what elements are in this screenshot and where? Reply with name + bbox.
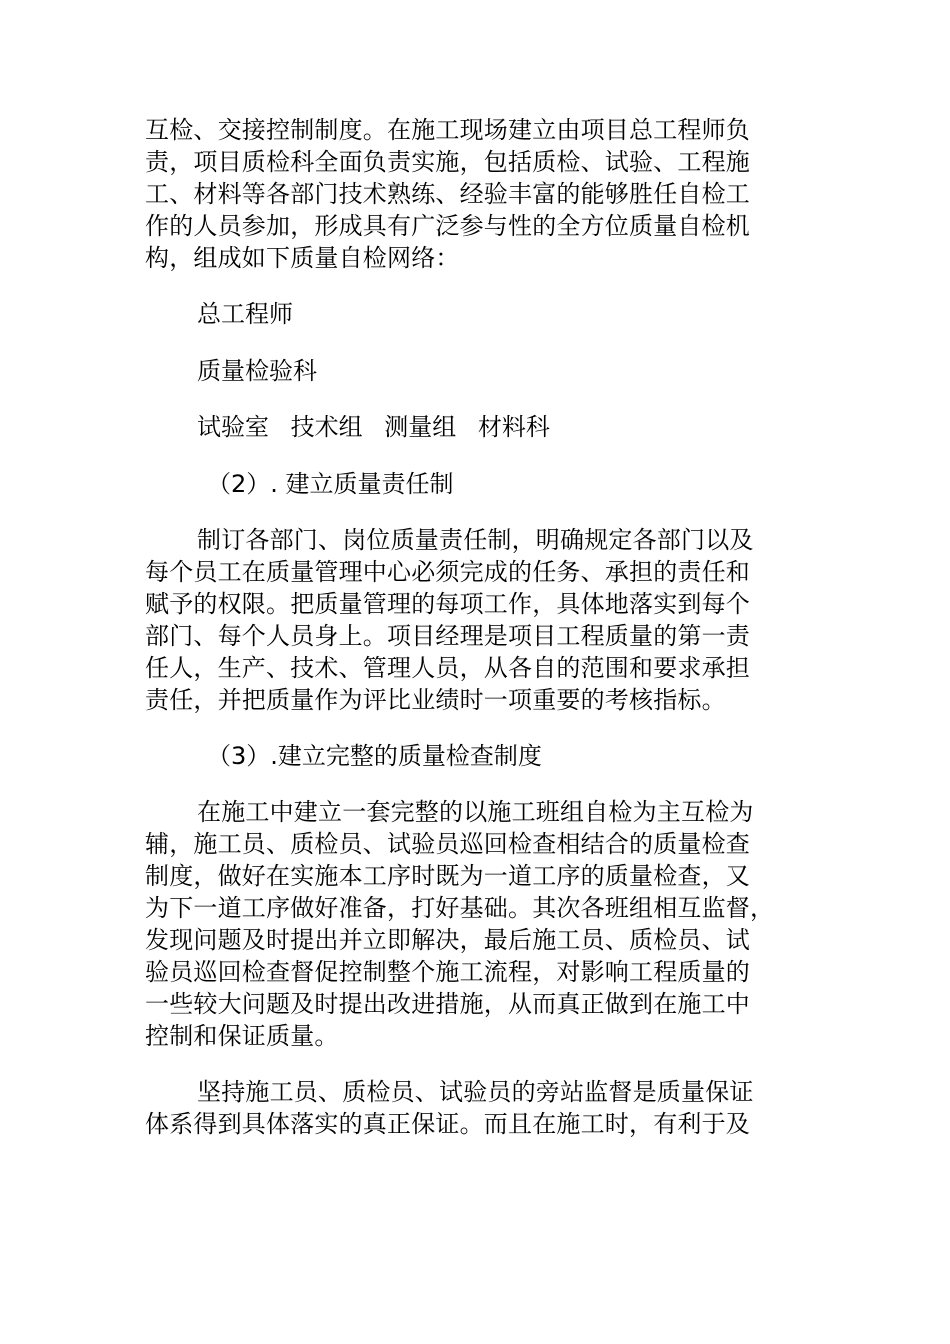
paragraph-line: 赋予的权限。把质量管理的每项工作，具体地落实到每个 [145,590,750,618]
org-unit-test-room: 试验室 [197,413,269,441]
paragraph-line: 为下一道工序做好准备，打好基础。其次各班组相互监督， [145,894,775,922]
paragraph-line: 制订各部门、岗位质量责任制，明确规定各部门以及 [197,526,754,554]
paragraph-4 [145,1076,795,1140]
org-level-3 [145,411,795,443]
paragraph-line: 辅，施工员、质检员、试验员巡回检查相结合的质量检查 [145,830,750,858]
paragraph-line: 责，项目质检科全面负责实施，包括质检、试验、工程施 [145,148,750,176]
paragraph-line: 部门、每个人员身上。项目经理是项目工程质量的第一责 [145,622,750,650]
section-heading-3: （3）.建立完整的质量检查制度 [207,742,542,770]
paragraph-3 [145,796,795,1052]
paragraph-line: 控制和保证质量。 [145,1022,339,1050]
paragraph-line: 责任，并把质量作为评比业绩时一项重要的考核指标。 [145,686,726,714]
org-unit-tech-group: 技术组 [290,413,363,441]
document-content [145,114,795,1140]
paragraph-line: 制度，做好在实施本工序时既为一道工序的质量检查，又 [145,862,750,890]
org-level-1: 总工程师 [197,300,293,328]
paragraph-line: 体系得到具体落实的真正保证。而且在施工时，有利于及 [145,1110,750,1138]
paragraph-line: 坚持施工员、质检员、试验员的旁站监督是质量保证 [197,1078,754,1106]
paragraph-line: 互检、交接控制制度。在施工现场建立由项目总工程师负 [145,116,750,144]
paragraph-line: 每个员工在质量管理中心必须完成的任务、承担的责任和 [145,558,750,586]
paragraph-line: 一些较大问题及时提出改进措施，从而真正做到在施工中 [145,990,750,1018]
paragraph-2 [145,524,795,716]
org-unit-material-dept: 材料科 [477,413,550,441]
org-unit-survey-group: 测量组 [384,413,457,441]
paragraph-line: 发现问题及时提出并立即解决，最后施工员、质检员、试 [145,926,750,954]
paragraph-line: 任人，生产、技术、管理人员，从各自的范围和要求承担 [145,654,750,682]
paragraph-line: 作的人员参加，形成具有广泛参与性的全方位质量自检机 [145,212,750,240]
paragraph-line: 工、材料等各部门技术熟练、经验丰富的能够胜任自检工 [145,180,750,208]
section-heading-2: （2）. 建立质量责任制 [207,470,454,498]
paragraph-line: 构，组成如下质量自检网络： [145,244,460,272]
paragraph-1 [145,114,795,274]
paragraph-line: 在施工中建立一套完整的以施工班组自检为主互检为 [197,798,754,826]
org-level-2: 质量检验科 [197,357,317,385]
paragraph-line: 验员巡回检查督促控制整个施工流程，对影响工程质量的 [145,958,750,986]
